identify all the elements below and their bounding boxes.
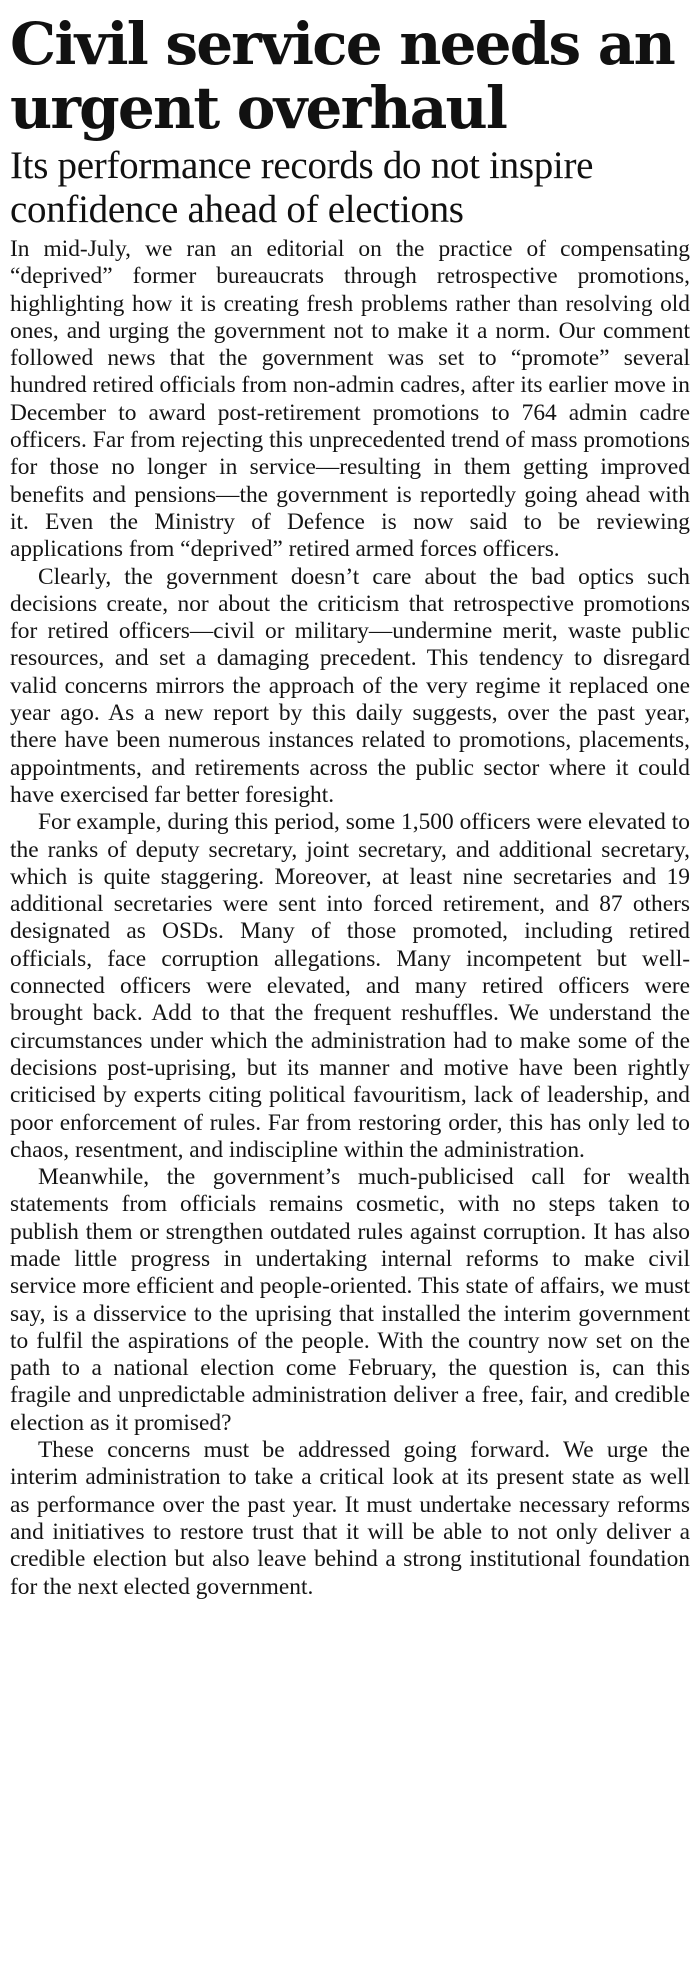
paragraph-5: These concerns must be addressed going forward. We urge the interim administration to take a critical look at its present state as well as performance over the past year. It must undertake necessary reforms and initiatives to restore trust that it will be able to not only deliver a credible election but also leave behind a strong institutional foundation for the next elected government. [10,1437,690,1600]
paragraph-2: Clearly, the government doesn’t care about the bad optics such decisions create, nor about the criticism that retrospective promotions for retired officers—civil or military—undermine merit, waste public resources, and set a damaging precedent. This tendency to disregard valid concerns mirrors the approach of the very regime it replaced one year ago. As a new report by this daily suggests, over the past year, there have been numerous instances related to promotions, placements, appointments, and retirements across the public sector where it could have exercised far better foresight. [10,563,690,808]
headline: Civil service needs an urgent overhaul [10,10,674,142]
paragraph-1: In mid-July, we ran an editorial on the practice of compensating “deprived” former bureaucrats through retrospective promotions, highlighting how it is creating fresh problems rather than resolving old ones, and urging the government not to make it a norm. Our comment followed news that the government was set to “promote” several hundred retired officials from non-admin cadres, after its earlier move in December to award post-retirement promotions to 764 admin cadre officers. Far from rejecting this unprecedented trend of mass promotions for those no longer in service—resulting in them getting improved benefits and pensions—the government is reportedly going ahead with it. Even the Ministry of Defence is now said to be reviewing applications from “deprived” retired armed forces officers. [10,236,690,563]
subheadline: Its performance records do not inspire confidence ahead of elections [10,144,594,231]
paragraph-4: Meanwhile, the government’s much-publicised call for wealth statements from officials remains cosmetic, with no steps taken to publish them or strengthen outdated rules against corruption. It has also made little progress in undertaking internal reforms to make civil service more efficient and people-oriented. This state of affairs, we must say, is a disservice to the uprising that installed the interim government to fulfil the aspirations of the people. With the country now set on the path to a national election come February, the question is, can this fragile and unpredictable administration deliver a free, fair, and credible election as it promised? [10,1164,690,1436]
article-body [10,236,690,1601]
paragraph-3: For example, during this period, some 1,500 officers were elevated to the ranks of deputy secretary, joint secretary, and additional secretary, which is quite staggering. Moreover, at least nine secretaries and 19 additional secretaries were sent into forced retirement, and 87 others designated as OSDs. Many of those promoted, including retired officials, face corruption allegations. Many incompetent but well-connected officers were elevated, and many retired officers were brought back. Add to that the frequent reshuffles. We understand the circumstances under which the administration had to make some of the decisions post-uprising, but its manner and motive have been rightly criticised by experts citing political favouritism, lack of leadership, and poor enforcement of rules. Far from restoring order, this has only led to chaos, resentment, and indiscipline within the administration. [10,809,690,1163]
